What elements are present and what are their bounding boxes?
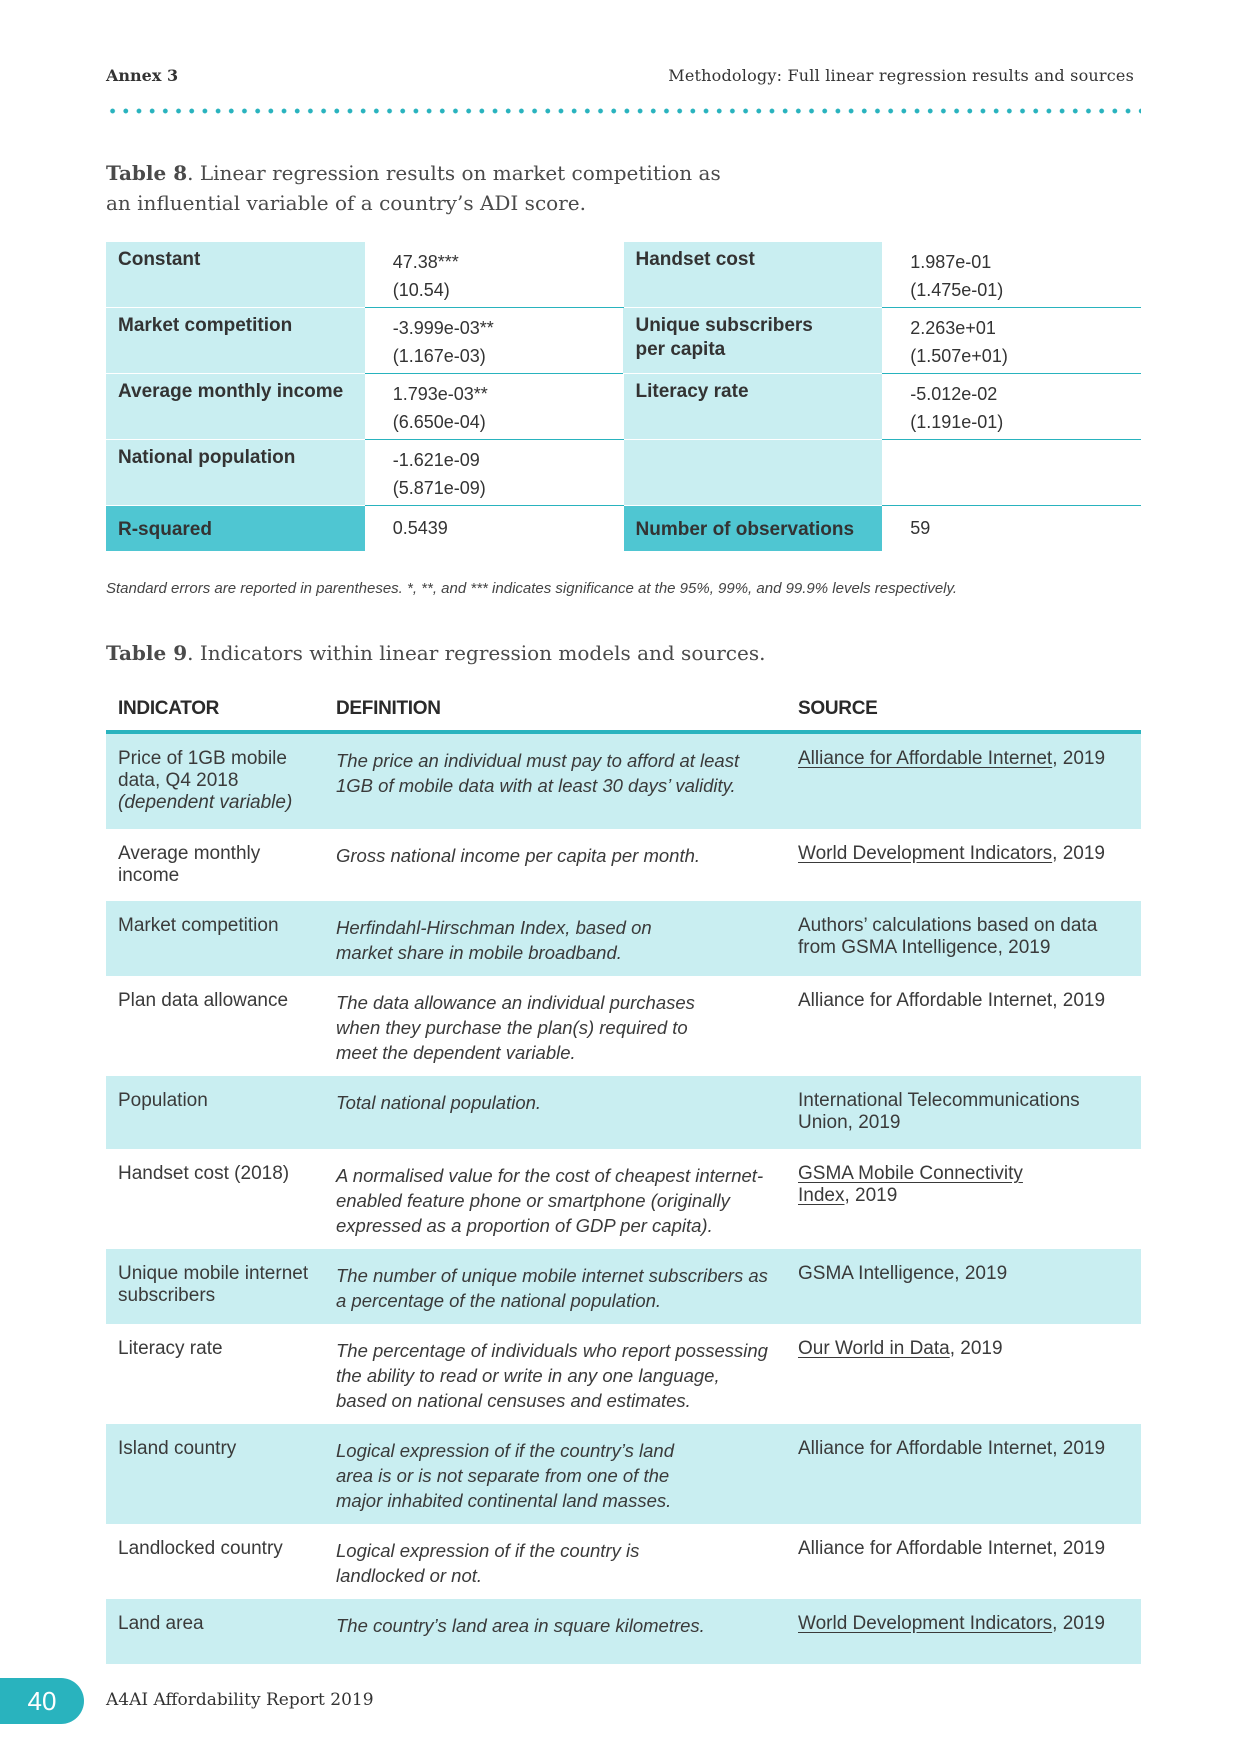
coef-cell [882,440,1141,506]
indicator-cell [106,748,324,829]
table-row [106,734,1141,829]
footer-title: A4AI Affordability Report 2019 [106,1690,374,1710]
summary-row [106,506,1141,552]
coefficient: 47.38*** [392,252,459,272]
source-cell [786,1163,1141,1249]
source-cell: International Telecommunications Union, 2019 [798,1090,1080,1133]
std-error: (1.167e-03) [392,346,486,366]
indicator-name: Price of 1GB mobile data, Q4 2018 [118,748,287,791]
definition-cell: Total national population. [336,1092,542,1113]
source-text: , 2019 [1052,1613,1105,1634]
source-link[interactable]: World Development Indicators [798,843,1053,864]
source-cell [786,1338,1141,1424]
indicator-cell: Plan data allowance [118,990,289,1011]
r-squared-value: 0.5439 [392,518,448,538]
indicator-cell: Island country [118,1438,237,1459]
coef-cell [365,308,624,374]
std-error: (5.871e-09) [392,478,486,498]
table9-caption [106,638,765,668]
std-error: (10.54) [392,280,450,300]
indicator-cell: Landlocked country [118,1538,283,1559]
table-header [106,688,1141,734]
row-label: National population [106,440,365,506]
coef-cell [365,440,624,506]
col-header-source: SOURCE [798,698,878,719]
dotted-divider [106,108,1141,114]
row-label: Constant [106,242,365,308]
table-row [106,901,1141,976]
coefficient: -5.012e-02 [910,384,998,404]
indicator-cell: Literacy rate [118,1338,223,1359]
table-row [106,1149,1141,1249]
std-error: (1.507e+01) [910,346,1008,366]
regression-table [106,242,1141,552]
table-row [106,308,1141,374]
running-title: Methodology: Full linear regression results and sources [668,66,1134,85]
coefficient: -3.999e-03** [392,318,494,338]
source-cell: Authors’ calculations based on data from GSMA Intelligence, 2019 [798,915,1098,958]
table-row [106,440,1141,506]
std-error: (1.191e-01) [910,412,1004,432]
source-link[interactable]: GSMA Mobile Connectivity Index [798,1163,1023,1206]
row-label: Literacy rate [624,374,883,440]
source-cell [786,748,1141,829]
row-label: Average monthly income [106,374,365,440]
coefficient: 2.263e+01 [910,318,996,338]
table8-caption-label: Table 8 [106,161,188,185]
indicator-cell: Market competition [118,915,279,936]
definition-cell: The country’s land area in square kilometres. [336,1615,705,1636]
table8-note: Standard errors are reported in parentheses. *, **, and *** indicates significance at the 95%, 99%, and 99.9% levels respectively. [106,580,958,597]
r-squared-label: R-squared [106,506,365,552]
definition-cell: The number of unique mobile internet subscribers as a percentage of the national population. [336,1265,768,1311]
definition-cell: Gross national income per capita per month. [336,845,701,866]
std-error: (1.475e-01) [910,280,1004,300]
definition-cell: The percentage of individuals who report possessing the ability to read or write in any one language, based on national censuses and estimates. [336,1340,768,1411]
indicator-note: (dependent variable) [118,792,293,813]
table-row [106,1599,1141,1664]
observations-value: 59 [910,518,931,538]
source-cell: Alliance for Affordable Internet, 2019 [798,1538,1106,1559]
indicator-cell: Handset cost (2018) [118,1163,290,1184]
row-label: Handset cost [624,242,883,308]
source-link[interactable]: Our World in Data [798,1338,950,1359]
source-text: , 2019 [1052,748,1106,769]
row-label: Unique subscribers per capita [623,308,882,374]
source-link[interactable]: World Development Indicators [798,1613,1053,1634]
col-header-definition: DEFINITION [336,698,441,719]
section-label: Annex 3 [106,66,179,85]
definition-cell: A normalised value for the cost of cheapest internet-enabled feature phone or smartphone (originally expressed as a proportion of GDP per capita). [336,1165,764,1236]
indicators-table [106,688,1141,1664]
source-link[interactable]: Alliance for Affordable Internet [798,748,1053,769]
source-cell: Alliance for Affordable Internet, 2019 [798,990,1106,1011]
table8-caption-text: . Linear regression results on market competition as an influential variable of a country’s ADI score. [106,161,721,215]
table-row [106,1249,1141,1324]
indicator-cell: Land area [118,1613,204,1634]
coef-cell [882,242,1141,308]
coef-cell [365,374,624,440]
row-label: Market competition [106,308,365,374]
page-number: 40 [0,1678,84,1724]
coef-cell [882,308,1141,374]
table8-caption [106,158,746,218]
table9-caption-text: . Indicators within linear regression models and sources. [187,641,766,665]
indicator-cell: Population [118,1090,208,1111]
std-error: (6.650e-04) [392,412,486,432]
row-label [624,440,883,506]
source-text: , 2019 [844,1185,898,1206]
table-row [106,374,1141,440]
indicator-cell: Unique mobile internet subscribers [118,1263,309,1306]
table-row [106,976,1141,1076]
source-text: , 2019 [1052,843,1105,864]
table-row [106,829,1141,901]
table-row [106,1324,1141,1424]
table-row [106,242,1141,308]
coefficient: 1.793e-03** [392,384,488,404]
definition-cell: The price an individual must pay to afford at least 1GB of mobile data with at least 30 days’ validity. [336,750,740,796]
table9-caption-label: Table 9 [106,641,188,665]
coef-cell [365,242,624,308]
source-cell [786,1613,1141,1664]
coef-cell [882,374,1141,440]
source-cell [786,843,1141,901]
col-header-indicator: INDICATOR [118,698,220,719]
definition-cell: The data allowance an individual purchases when they purchase the plan(s) required to meet the dependent variable. [336,992,695,1063]
coefficient: 1.987e-01 [910,252,992,272]
indicator-cell: Average monthly income [118,843,261,886]
definition-cell: Logical expression of if the country’s land area is or is not separate from one of the major inhabited continental land masses. [336,1440,674,1511]
source-cell: GSMA Intelligence, 2019 [798,1263,1008,1284]
table-row [106,1424,1141,1524]
observations-label: Number of observations [624,506,883,552]
definition-cell: Herfindahl-Hirschman Index, based on market share in mobile broadband. [336,917,652,963]
table-row [106,1524,1141,1599]
source-cell: Alliance for Affordable Internet, 2019 [798,1438,1106,1459]
definition-cell: Logical expression of if the country is landlocked or not. [336,1540,640,1586]
source-text: , 2019 [949,1338,1003,1359]
coefficient: -1.621e-09 [392,450,480,470]
table-row [106,1076,1141,1149]
